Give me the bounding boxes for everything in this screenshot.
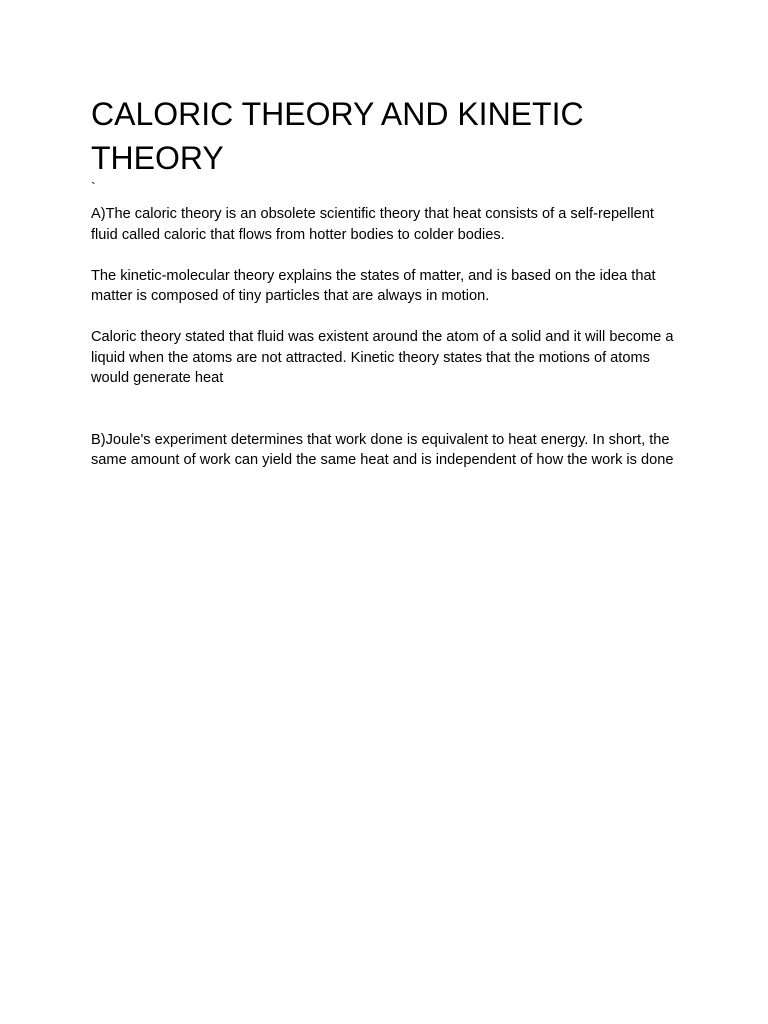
paragraph-kinetic-molecular-theory: The kinetic-molecular theory explains the states of matter, and is based on the idea that matter is composed of tiny particles that are always in motion.: [91, 267, 656, 304]
stray-mark: `: [91, 179, 96, 195]
paragraph-comparison: Caloric theory stated that fluid was existent around the atom of a solid and it will become a liquid when the atoms are not attracted. Kinetic theory states that the motions of atoms would generate heat: [91, 329, 674, 386]
document-body: [91, 92, 683, 471]
paragraph-joule-experiment: B)Joule's experiment determines that work done is equivalent to heat energy. In short, the same amount of work can yield the same heat and is independent of how the work is done: [91, 431, 674, 468]
paragraph-caloric-theory: A)The caloric theory is an obsolete scientific theory that heat consists of a self-repellent fluid called caloric that flows from hotter bodies to colder bodies.: [91, 206, 654, 243]
document-title: CALORIC THEORY AND KINETIC THEORY: [91, 96, 584, 176]
